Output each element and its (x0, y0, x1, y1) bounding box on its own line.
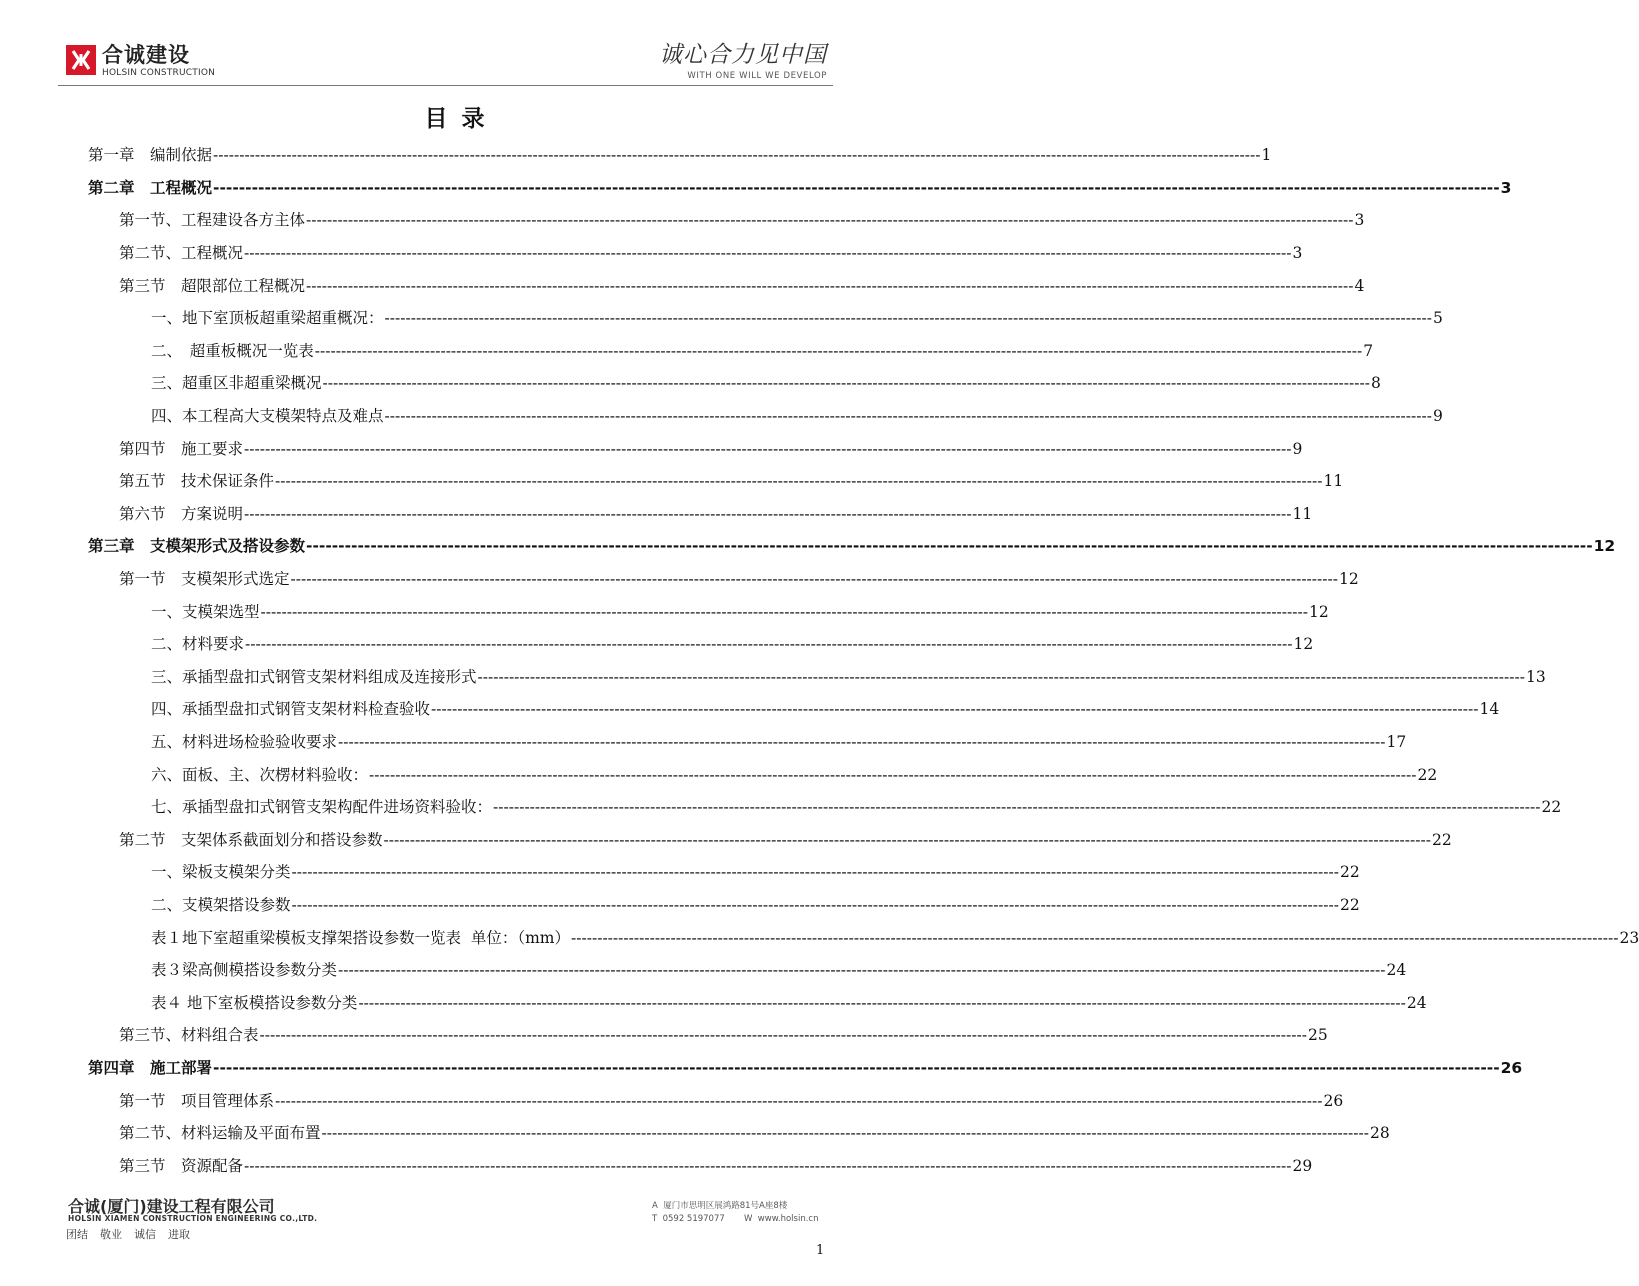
motto-word: 诚信 (134, 1228, 156, 1241)
toc-entry-label: 第三节、材料组合表 (119, 1026, 259, 1045)
toc-entry-page: 28 (1369, 1124, 1390, 1143)
toc-entry-page: 22 (1417, 765, 1438, 784)
motto-word: 进取 (168, 1228, 190, 1241)
toc-leader-dashes: -------------------------------------------------------------------------------------------------------------------------------------------------------------------------------------------------------- (291, 863, 1339, 882)
toc-leader-dashes: -------------------------------------------------------------------------------------------------------------------------------------------------------------------------------------------------------- (384, 309, 1432, 328)
toc-entry[interactable] (119, 1150, 1313, 1183)
toc-entry[interactable] (119, 824, 1452, 857)
header-slogan: 诚心合力见中国 (659, 42, 827, 68)
toc-entry-label: 第一节 支模架形式选定 (119, 570, 290, 589)
toc-entry-label: 表４ 地下室板模搭设参数分类 (151, 993, 358, 1012)
toc-entry-page: 8 (1370, 374, 1381, 393)
toc-entry[interactable] (151, 595, 1329, 628)
toc-entry[interactable] (151, 302, 1443, 335)
toc-leader-dashes: -------------------------------------------------------------------------------------------------------------------------------------------------------------------------------------------------------- (358, 993, 1406, 1012)
toc-entry-page: 23 (1619, 928, 1639, 947)
toc-entry[interactable] (119, 1117, 1390, 1150)
toc-entry-page: 12 (1308, 602, 1329, 621)
toc-entry[interactable] (151, 726, 1407, 759)
toc-entry-page: 29 (1292, 1156, 1313, 1175)
toc-entry-page: 17 (1386, 733, 1407, 752)
toc-entry-label: 四、本工程高大支模架特点及难点 (151, 407, 384, 426)
toc-entry-page: 24 (1406, 993, 1427, 1012)
toc-leader-dashes: -------------------------------------------------------------------------------------------------------------------------------------------------------------------------------------------------------- (275, 472, 1323, 491)
toc-entry-label: 第二节 支架体系截面划分和搭设参数 (119, 830, 383, 849)
toc-entry-page: 25 (1307, 1026, 1328, 1045)
toc-entry[interactable] (119, 432, 1303, 465)
toc-entry-page: 9 (1292, 439, 1303, 458)
toc-entry-label: 三、超重区非超重梁概况 (151, 374, 322, 393)
toc-leader-dashes: -------------------------------------------------------------------------------------------------------------------------------------------------------------------------------------------------------- (493, 798, 1541, 817)
toc-entry-page: 14 (1479, 700, 1500, 719)
toc-entry-page: 26 (1500, 1059, 1523, 1078)
toc-leader-dashes: -------------------------------------------------------------------------------------------------------------------------------------------------------------------------------------------------------- (213, 178, 1500, 197)
toc-leader-dashes: -------------------------------------------------------------------------------------------------------------------------------------------------------------------------------------------------------- (291, 896, 1339, 915)
toc-entry[interactable] (119, 1084, 1344, 1117)
toc-entry[interactable] (151, 921, 1639, 954)
toc-entry-page: 24 (1386, 961, 1407, 980)
toc-entry-label: 第四节 施工要求 (119, 439, 244, 458)
toc-entry-page: 26 (1323, 1091, 1344, 1110)
toc-leader-dashes: -------------------------------------------------------------------------------------------------------------------------------------------------------------------------------------------------------- (369, 765, 1417, 784)
footer-motto (66, 1228, 202, 1242)
toc-entry-page: 22 (1431, 830, 1452, 849)
toc-entry[interactable] (151, 889, 1360, 922)
toc-entry-label: 第五节 技术保证条件 (119, 472, 275, 491)
toc-leader-dashes: -------------------------------------------------------------------------------------------------------------------------------------------------------------------------------------------------------- (321, 1124, 1369, 1143)
toc-entry-label: 一、支模架选型 (151, 602, 260, 621)
toc-leader-dashes: -------------------------------------------------------------------------------------------------------------------------------------------------------------------------------------------------------- (245, 635, 1293, 654)
toc-entry-label: 四、承插型盘扣式钢管支架材料检查验收 (151, 700, 431, 719)
toc-leader-dashes: -------------------------------------------------------------------------------------------------------------------------------------------------------------------------------------------------------- (244, 244, 1292, 263)
toc-leader-dashes: -------------------------------------------------------------------------------------------------------------------------------------------------------------------------------------------------------- (322, 374, 1370, 393)
toc-entry-page: 22 (1541, 798, 1562, 817)
toc-entry[interactable] (119, 237, 1303, 270)
toc-entry[interactable] (119, 1019, 1328, 1052)
toc-entry[interactable] (151, 856, 1360, 889)
company-logo-subtitle: HOLSIN CONSTRUCTION (102, 68, 216, 78)
toc-entry-label: 第一节 项目管理体系 (119, 1091, 275, 1110)
toc-entry-page: 22 (1339, 896, 1360, 915)
company-logo-icon (66, 45, 96, 75)
toc-entry[interactable] (151, 661, 1546, 694)
toc-entry[interactable] (119, 204, 1365, 237)
toc-entry[interactable] (88, 530, 1616, 563)
toc-entry-page: 22 (1339, 863, 1360, 882)
toc-entry-page: 3 (1354, 211, 1365, 230)
toc-entry[interactable] (88, 172, 1512, 205)
footer-company-name: 合诚(厦门)建设工程有限公司 (68, 1197, 275, 1216)
toc-leader-dashes: -------------------------------------------------------------------------------------------------------------------------------------------------------------------------------------------------------- (306, 276, 1354, 295)
footer-address: A 厦门市思明区展鸿路81号A座8楼 (652, 1201, 788, 1211)
toc-entry-label: 第六节 方案说明 (119, 504, 244, 523)
toc-entry-label: 第三节 资源配备 (119, 1156, 244, 1175)
toc-entry-label: 一、梁板支模架分类 (151, 863, 291, 882)
toc-entry-label: 七、承插型盘扣式钢管支架构配件进场资料验收： (151, 798, 493, 817)
toc-leader-dashes: -------------------------------------------------------------------------------------------------------------------------------------------------------------------------------------------------------- (384, 407, 1432, 426)
toc-entry[interactable] (119, 269, 1365, 302)
toc-entry[interactable] (119, 498, 1313, 531)
toc-leader-dashes: -------------------------------------------------------------------------------------------------------------------------------------------------------------------------------------------------------- (275, 1091, 1323, 1110)
toc-entry-page: 12 (1593, 537, 1616, 556)
toc-entry-label: 第二章 工程概况 (88, 178, 213, 197)
toc-leader-dashes: -------------------------------------------------------------------------------------------------------------------------------------------------------------------------------------------------------- (213, 1059, 1500, 1078)
page-title: 目录 (424, 106, 499, 132)
toc-entry-page: 11 (1323, 472, 1344, 491)
toc-leader-dashes: -------------------------------------------------------------------------------------------------------------------------------------------------------------------------------------------------------- (213, 146, 1261, 165)
toc-leader-dashes: -------------------------------------------------------------------------------------------------------------------------------------------------------------------------------------------------------- (244, 439, 1292, 458)
motto-word: 敬业 (100, 1228, 122, 1241)
toc-entry-page: 1 (1261, 146, 1272, 165)
toc-leader-dashes: -------------------------------------------------------------------------------------------------------------------------------------------------------------------------------------------------------- (383, 830, 1431, 849)
toc-entry-label: 二、材料要求 (151, 635, 245, 654)
toc-entry[interactable] (151, 335, 1374, 368)
toc-entry-page: 13 (1525, 667, 1546, 686)
toc-entry-page: 3 (1292, 244, 1303, 263)
toc-entry[interactable] (151, 693, 1500, 726)
toc-entry-page: 12 (1293, 635, 1314, 654)
toc-entry[interactable] (88, 139, 1272, 172)
toc-entry-label: 表１地下室超重梁模板支撑架搭设参数一览表 单位：（mm） (151, 928, 571, 947)
footer-telephone: T 0592 5197077 (652, 1214, 725, 1224)
motto-word: 团结 (66, 1228, 88, 1241)
toc-entry[interactable] (151, 628, 1314, 661)
company-logo-name: 合诚建设 (102, 43, 190, 67)
toc-leader-dashes: -------------------------------------------------------------------------------------------------------------------------------------------------------------------------------------------------------- (338, 961, 1386, 980)
toc-leader-dashes: -------------------------------------------------------------------------------------------------------------------------------------------------------------------------------------------------------- (477, 667, 1525, 686)
toc-entry-label: 第一章 编制依据 (88, 146, 213, 165)
toc-entry[interactable] (151, 367, 1381, 400)
toc-entry-label: 第二节、工程概况 (119, 244, 244, 263)
toc-entry-page: 7 (1363, 341, 1374, 360)
toc-entry-label: 第三章 支模架形式及搭设参数 (88, 537, 306, 556)
toc-entry-page: 5 (1432, 309, 1443, 328)
toc-entry[interactable] (151, 954, 1407, 987)
toc-entry-label: 表３梁高侧模搭设参数分类 (151, 961, 338, 980)
toc-entry-label: 二、 超重板概况一览表 (151, 341, 314, 360)
toc-entry[interactable] (151, 987, 1427, 1020)
toc-entry-label: 第一节、工程建设各方主体 (119, 211, 306, 230)
toc-leader-dashes: -------------------------------------------------------------------------------------------------------------------------------------------------------------------------------------------------------- (290, 570, 1338, 589)
header-divider (58, 85, 833, 86)
toc-entry-page: 3 (1500, 178, 1512, 197)
toc-leader-dashes: -------------------------------------------------------------------------------------------------------------------------------------------------------------------------------------------------------- (338, 733, 1386, 752)
toc-leader-dashes: -------------------------------------------------------------------------------------------------------------------------------------------------------------------------------------------------------- (244, 504, 1292, 523)
toc-entry-page: 11 (1292, 504, 1313, 523)
toc-entry-label: 六、面板、主、次楞材料验收： (151, 765, 369, 784)
toc-entry-page: 12 (1338, 570, 1359, 589)
toc-entry[interactable] (151, 400, 1443, 433)
toc-leader-dashes: -------------------------------------------------------------------------------------------------------------------------------------------------------------------------------------------------------- (314, 341, 1363, 360)
toc-entry-page: 9 (1432, 407, 1443, 426)
toc-entry-label: 五、材料进场检验验收要求 (151, 733, 338, 752)
toc-entry-label: 一、地下室顶板超重梁超重概况： (151, 309, 384, 328)
footer-website: W www.holsin.cn (744, 1214, 819, 1224)
toc-entry-label: 三、承插型盘扣式钢管支架材料组成及连接形式 (151, 667, 477, 686)
toc-entry[interactable] (119, 563, 1359, 596)
toc-leader-dashes: -------------------------------------------------------------------------------------------------------------------------------------------------------------------------------------------------------- (431, 700, 1479, 719)
toc-leader-dashes: -------------------------------------------------------------------------------------------------------------------------------------------------------------------------------------------------------- (244, 1156, 1292, 1175)
toc-entry-label: 第四章 施工部署 (88, 1059, 213, 1078)
toc-entry-label: 第二节、材料运输及平面布置 (119, 1124, 321, 1143)
toc-leader-dashes: -------------------------------------------------------------------------------------------------------------------------------------------------------------------------------------------------------- (306, 211, 1354, 230)
toc-leader-dashes: -------------------------------------------------------------------------------------------------------------------------------------------------------------------------------------------------------- (260, 602, 1308, 621)
toc-leader-dashes: -------------------------------------------------------------------------------------------------------------------------------------------------------------------------------------------------------- (571, 928, 1619, 947)
header-slogan-english: WITH ONE WILL WE DEVELOP (687, 71, 827, 81)
page-number: 1 (816, 1243, 825, 1258)
toc-entry[interactable] (88, 1052, 1523, 1085)
footer-company-english: HOLSIN XIAMEN CONSTRUCTION ENGINEERING CO.,LTD. (68, 1214, 318, 1223)
toc-entry-label: 第三节 超限部位工程概况 (119, 276, 306, 295)
toc-leader-dashes: -------------------------------------------------------------------------------------------------------------------------------------------------------------------------------------------------------- (306, 537, 1593, 556)
toc-entry-page: 4 (1354, 276, 1365, 295)
toc-entry[interactable] (151, 791, 1562, 824)
toc-entry[interactable] (119, 465, 1344, 498)
toc-entry-label: 二、支模架搭设参数 (151, 896, 291, 915)
toc-entry[interactable] (151, 758, 1438, 791)
toc-leader-dashes: -------------------------------------------------------------------------------------------------------------------------------------------------------------------------------------------------------- (259, 1026, 1307, 1045)
